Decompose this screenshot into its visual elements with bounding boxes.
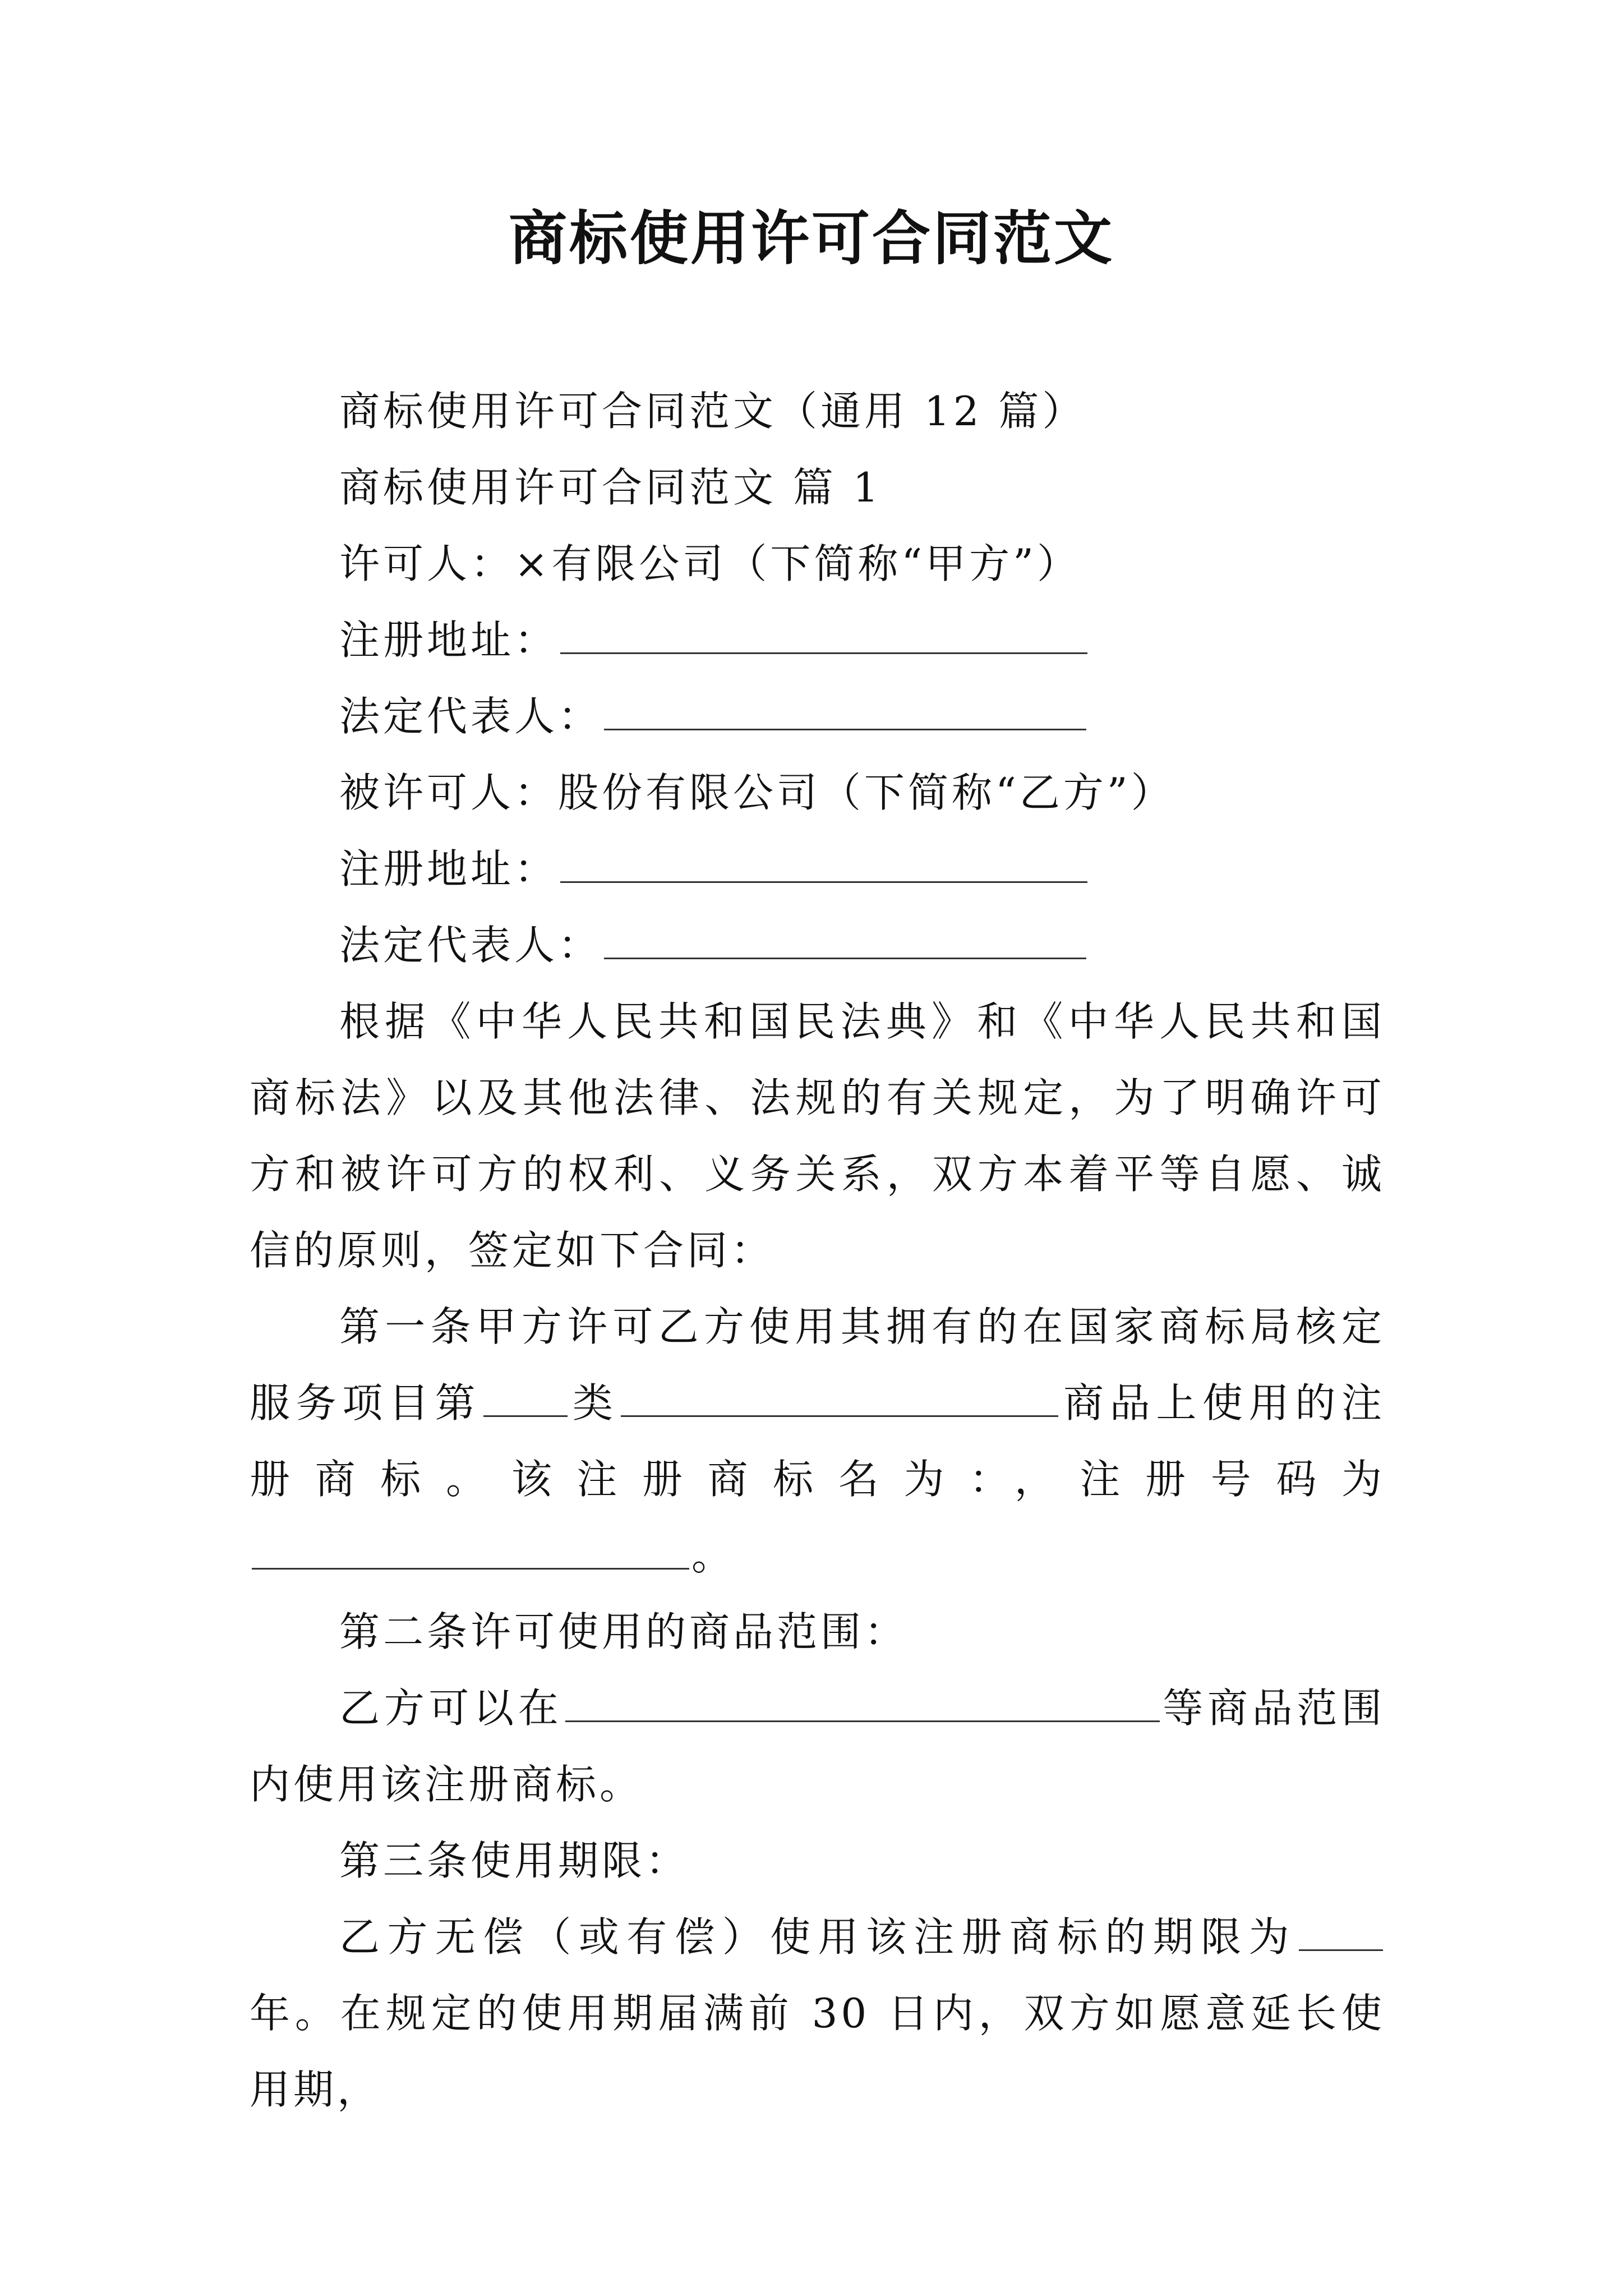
licensee-rep-label: 法定代表人： bbox=[339, 922, 602, 969]
article-1-paragraph bbox=[250, 1289, 1385, 1594]
article-2-scope-blank bbox=[565, 1686, 1160, 1722]
licensor-rep-label: 法定代表人： bbox=[339, 693, 602, 740]
article-1-text-a: 第一条甲方许可乙方使用其拥有的在国家商标局核定服务项目第 bbox=[250, 1303, 1385, 1427]
article-3-paragraph bbox=[250, 1899, 1385, 2128]
article-2-text-a: 乙方可以在 bbox=[339, 1685, 563, 1732]
licensor-line: 许可人：×有限公司（下简称“甲方”） bbox=[339, 540, 1081, 587]
licensor-address-label: 注册地址： bbox=[339, 616, 559, 664]
subtitle-line: 商标使用许可合同范文（通用 12 篇） bbox=[339, 388, 1086, 435]
licensee-rep-line bbox=[250, 907, 1385, 983]
part-heading: 商标使用许可合同范文 篇 1 bbox=[339, 464, 882, 511]
article-1-text-c: 商品上使用的注册 bbox=[250, 1379, 1385, 1503]
article-2-paragraph bbox=[250, 1670, 1385, 1823]
article-3-title: 第三条使用期限： bbox=[339, 1837, 690, 1884]
article-1-reg-number-blank bbox=[252, 1533, 689, 1570]
document-body bbox=[250, 373, 1385, 2128]
licensee-address-blank bbox=[560, 846, 1087, 883]
article-1-text-b: 类 bbox=[570, 1379, 619, 1427]
article-3-years-blank bbox=[1299, 1915, 1383, 1951]
preamble-paragraph: 根据《中华人民共和国民法典》和《中华人民共和国商标法》以及其他法律、法规的有关规定，为了明确许可方和被许可方的权利、义务关系，双方本着平等自愿、诚信的原则，签定如下合同： bbox=[250, 998, 1385, 1274]
licensor-address-blank bbox=[560, 618, 1087, 654]
article-1-text-d: 商标。该注册商标名为：，注册号码为 bbox=[315, 1456, 1385, 1503]
article-1-end: 。 bbox=[691, 1532, 736, 1579]
article-2-title: 第二条许可使用的商品范围： bbox=[339, 1608, 909, 1655]
licensee-address-label: 注册地址： bbox=[339, 845, 559, 892]
document-title: 商标使用许可合同范文 bbox=[508, 204, 1114, 273]
article-1-goods-blank bbox=[621, 1381, 1058, 1417]
article-2-text-b: 等商品范围内使用该注册商标。 bbox=[250, 1685, 1385, 1808]
licensor-rep-line bbox=[250, 678, 1385, 754]
article-3-text-a: 乙方无偿（或有偿）使用该注册商标的期限为 bbox=[339, 1913, 1297, 1961]
licensor-rep-blank bbox=[604, 694, 1086, 730]
licensee-line: 被许可人：股份有限公司（下简称“乙方”） bbox=[339, 769, 1175, 816]
licensee-rep-blank bbox=[604, 923, 1086, 959]
article-3-text-b: 年。在规定的使用期届满前 30 日内，双方如愿意延长使用期， bbox=[250, 1990, 1385, 2113]
licensee-address-line bbox=[250, 831, 1385, 907]
article-1-class-blank bbox=[483, 1381, 568, 1417]
licensor-address-line bbox=[250, 602, 1385, 678]
